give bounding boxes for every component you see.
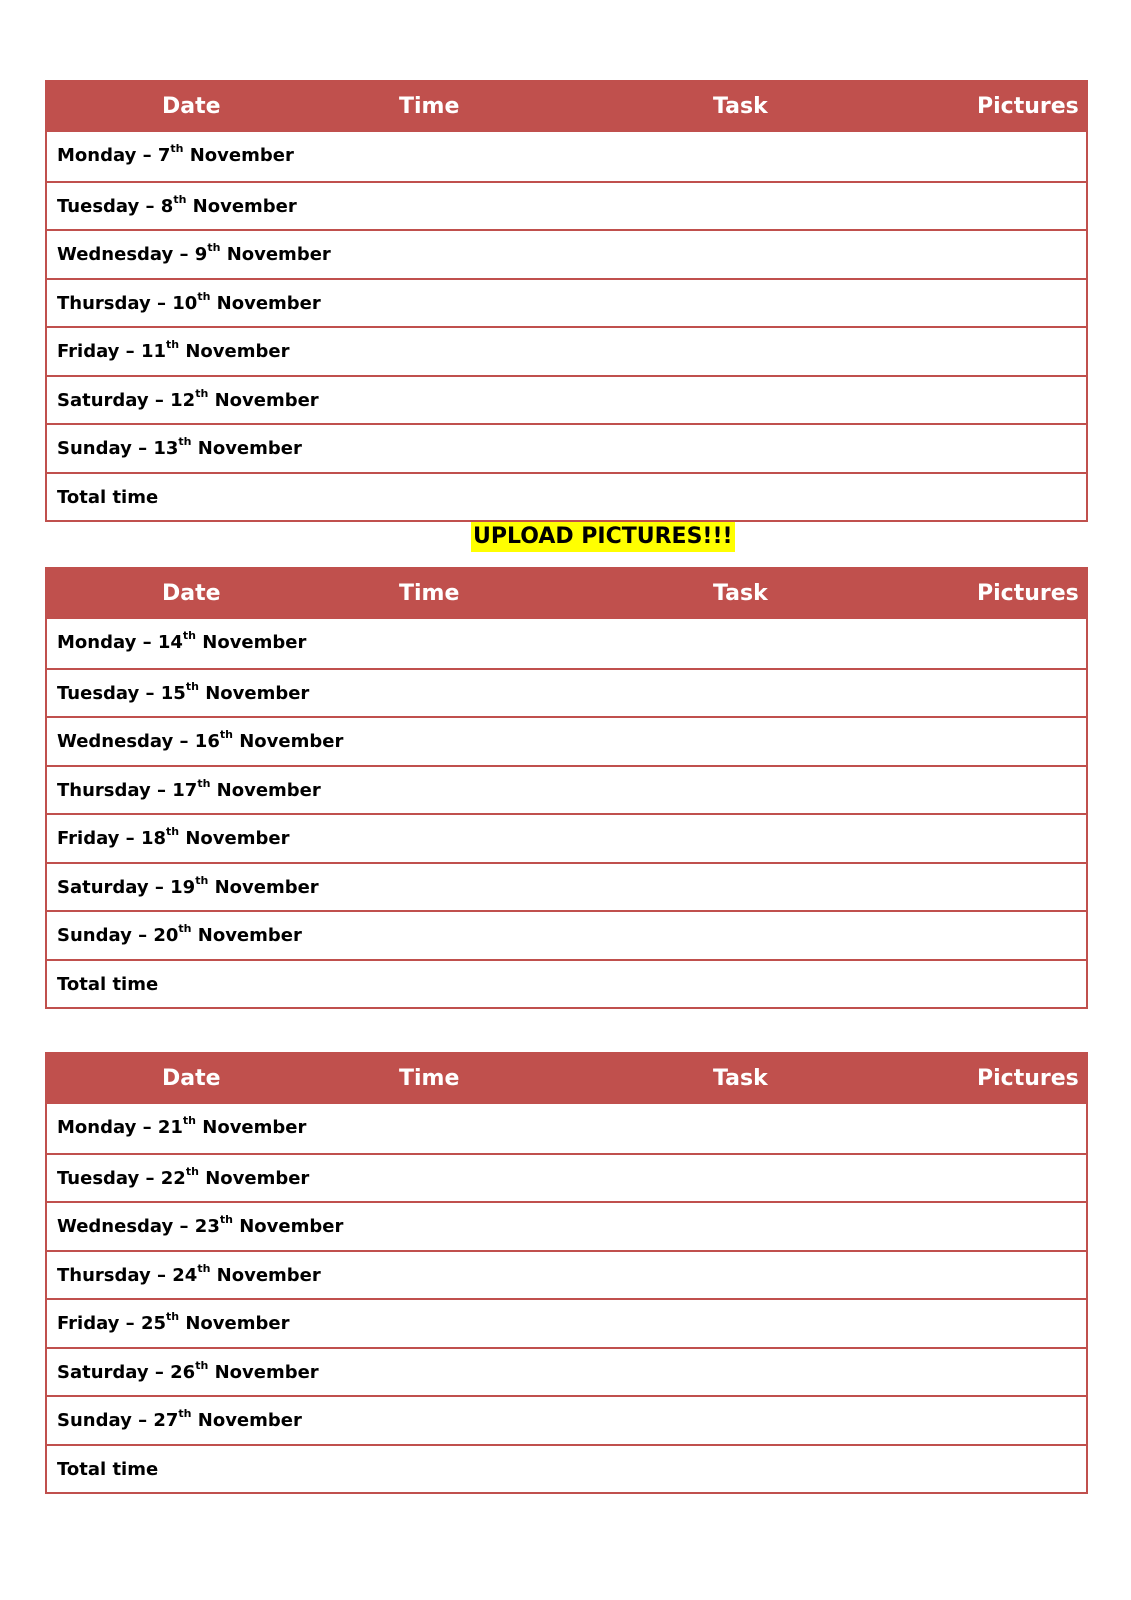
- table-row: [47, 1153, 1086, 1202]
- row-date: Monday – 7th November: [57, 142, 294, 166]
- row-date: Friday – 18th November: [57, 825, 290, 849]
- table-row: [47, 619, 1086, 668]
- col-date-header: Date: [162, 1066, 221, 1091]
- row-date: Thursday – 10th November: [57, 289, 321, 314]
- col-task-header: Task: [713, 1066, 768, 1091]
- total-time-row: [47, 472, 1086, 521]
- week-table-3: [45, 1052, 1088, 1494]
- row-date: Monday – 21th November: [57, 1114, 307, 1138]
- col-pictures-header: Pictures: [977, 94, 1079, 119]
- table-row: [47, 278, 1086, 327]
- row-date: Tuesday – 8th November: [57, 192, 297, 217]
- table-row: [47, 229, 1086, 278]
- row-date: Sunday – 20th November: [57, 922, 302, 946]
- col-pictures-header: Pictures: [977, 581, 1079, 606]
- table-row: [47, 1395, 1086, 1444]
- row-date: Tuesday – 22th November: [57, 1164, 310, 1189]
- table-row: [47, 765, 1086, 814]
- col-time-header: Time: [399, 94, 460, 119]
- row-date: Sunday – 13th November: [57, 435, 302, 459]
- total-time-label: Total time: [57, 1458, 159, 1480]
- row-date: Sunday – 27th November: [57, 1407, 302, 1431]
- col-date-header: Date: [162, 581, 221, 606]
- row-date: Tuesday – 15th November: [57, 679, 310, 704]
- row-date: Saturday – 26th November: [57, 1358, 319, 1383]
- table-row: [47, 716, 1086, 765]
- col-time-header: Time: [399, 581, 460, 606]
- table-row: [47, 326, 1086, 375]
- table-row: [47, 423, 1086, 472]
- table-row: [47, 862, 1086, 911]
- col-task-header: Task: [713, 581, 768, 606]
- row-date: Thursday – 17th November: [57, 776, 321, 801]
- row-date: Wednesday – 9th November: [57, 241, 331, 265]
- table-row: [47, 1201, 1086, 1250]
- col-task-header: Task: [713, 94, 768, 119]
- row-date: Friday – 11th November: [57, 338, 290, 362]
- table-header: [47, 82, 1086, 132]
- col-time-header: Time: [399, 1066, 460, 1091]
- col-pictures-header: Pictures: [977, 1066, 1079, 1091]
- table-row: [47, 1104, 1086, 1153]
- row-date: Wednesday – 16th November: [57, 728, 344, 752]
- table-row: [47, 1250, 1086, 1299]
- table-row: [47, 910, 1086, 959]
- table-row: [47, 132, 1086, 181]
- table-row: [47, 668, 1086, 717]
- total-time-row: [47, 959, 1086, 1008]
- row-date: Monday – 14th November: [57, 629, 307, 653]
- table-header: [47, 1054, 1086, 1104]
- row-date: Saturday – 19th November: [57, 873, 319, 898]
- row-date: Thursday – 24th November: [57, 1261, 321, 1286]
- row-date: Wednesday – 23th November: [57, 1213, 344, 1237]
- total-time-row: [47, 1444, 1086, 1493]
- col-date-header: Date: [162, 94, 221, 119]
- row-date: Saturday – 12th November: [57, 386, 319, 411]
- table-row: [47, 1347, 1086, 1396]
- table-row: [47, 181, 1086, 230]
- table-row: [47, 813, 1086, 862]
- upload-pictures-note: UPLOAD PICTURES!!!: [471, 522, 735, 552]
- table-row: [47, 1298, 1086, 1347]
- row-date: Friday – 25th November: [57, 1310, 290, 1334]
- table-header: [47, 569, 1086, 619]
- week-table-2: [45, 567, 1088, 1009]
- total-time-label: Total time: [57, 973, 159, 995]
- total-time-label: Total time: [57, 486, 159, 508]
- week-table-1: [45, 80, 1088, 522]
- table-row: [47, 375, 1086, 424]
